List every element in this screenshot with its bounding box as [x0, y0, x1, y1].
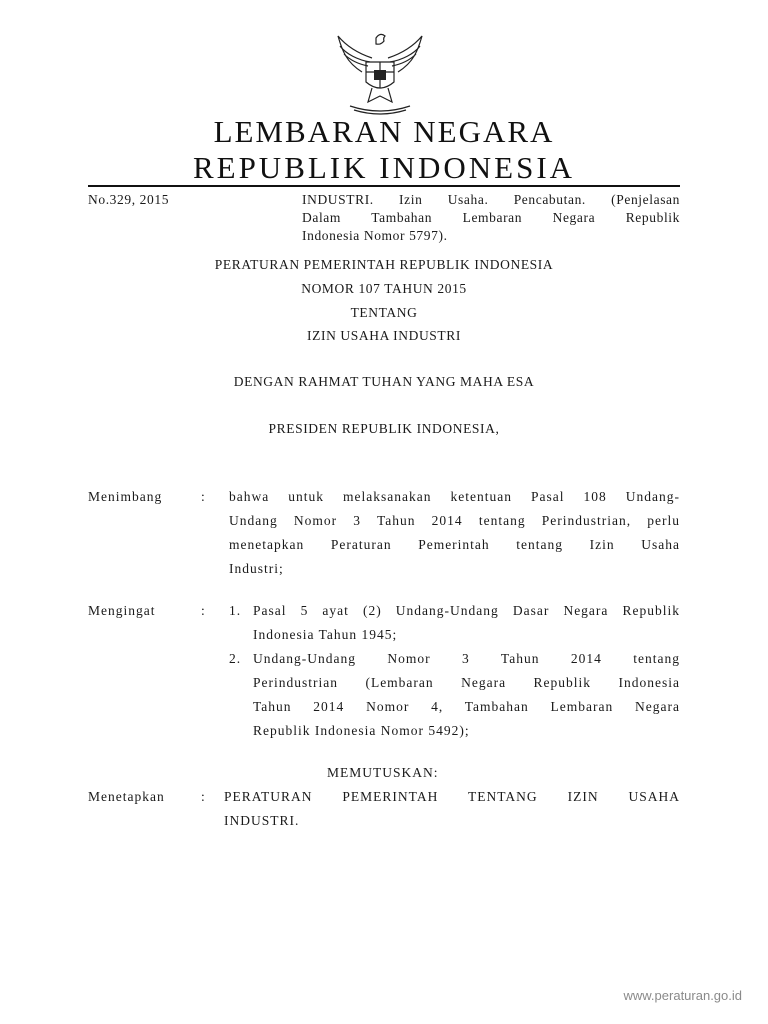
- masthead-title-line2: REPUBLIK INDONESIA: [192, 150, 576, 185]
- mengingat-item-line: Pasal 5 ayat (2) Undang-Undang Dasar Negara Republik: [253, 603, 680, 618]
- regulation-title: PERATURAN PEMERINTAH REPUBLIK INDONESIA: [214, 257, 554, 272]
- mengingat-item-line: Undang-Undang Nomor 3 Tahun 2014 tentang: [253, 651, 680, 666]
- summary-line: Indonesia Nomor 5797).: [302, 228, 448, 243]
- menimbang-text-line: menetapkan Peraturan Pemerintah tentang Izin Usaha: [229, 537, 680, 552]
- menetapkan-colon: :: [201, 789, 206, 804]
- menimbang-text-line: bahwa untuk melaksanakan ketentuan Pasal 108 Undang-: [229, 489, 680, 504]
- mengingat-item-number: 2.: [229, 651, 242, 666]
- mengingat-colon: :: [201, 603, 206, 618]
- menetapkan-label: Menetapkan: [88, 789, 165, 804]
- masthead-title-line1: LEMBARAN NEGARA: [213, 114, 555, 149]
- mengingat-item-line: Tahun 2014 Nomor 4, Tambahan Lembaran Negara: [253, 699, 680, 714]
- menimbang-text-line: Industri;: [229, 561, 284, 576]
- menimbang-colon: :: [201, 489, 206, 504]
- menetapkan-text-line: INDUSTRI.: [224, 813, 300, 828]
- gazette-number: No.329, 2015: [88, 192, 170, 207]
- mengingat-item-line: Perindustrian (Lembaran Negara Republik Indonesia: [253, 675, 680, 690]
- menimbang-label: Menimbang: [88, 489, 163, 504]
- president-heading: PRESIDEN REPUBLIK INDONESIA,: [268, 421, 500, 436]
- regulation-subject: IZIN USAHA INDUSTRI: [307, 328, 461, 343]
- summary-line: INDUSTRI. Izin Usaha. Pencabutan. (Penjelasan: [302, 192, 680, 207]
- regulation-number: NOMOR 107 TAHUN 2015: [301, 281, 467, 296]
- garuda-emblem-icon: [332, 28, 428, 118]
- mengingat-item-line: Republik Indonesia Nomor 5492);: [253, 723, 470, 738]
- menimbang-text-line: Undang Nomor 3 Tahun 2014 tentang Perindustrian, perlu: [229, 513, 680, 528]
- summary-line: Dalam Tambahan Lembaran Negara Republik: [302, 210, 680, 225]
- footer-url-link[interactable]: www.peraturan.go.id: [623, 988, 742, 1003]
- mengingat-item-line: Indonesia Tahun 1945;: [253, 627, 398, 642]
- memutuskan-heading: MEMUTUSKAN:: [327, 765, 439, 780]
- mengingat-item-number: 1.: [229, 603, 242, 618]
- mengingat-label: Mengingat: [88, 603, 156, 618]
- masthead-rule: [88, 185, 680, 187]
- invocation: DENGAN RAHMAT TUHAN YANG MAHA ESA: [233, 374, 535, 389]
- regulation-tentang: TENTANG: [350, 305, 418, 320]
- menetapkan-text-line: PERATURAN PEMERINTAH TENTANG IZIN USAHA: [224, 789, 680, 804]
